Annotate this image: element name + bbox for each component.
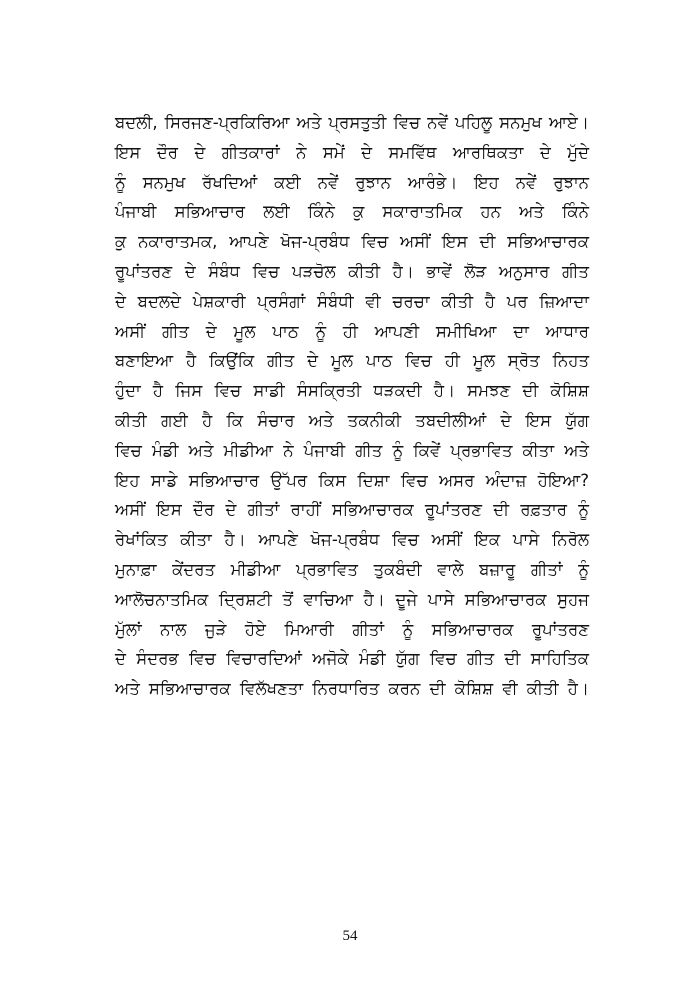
text-line: ਰੇਖਾਂਕਿਤ ਕੀਤਾ ਹੈ। ਆਪਣੇ ਖੋਜ-ਪ੍ਰਬੰਧ ਵਿਚ ਅਸੀਂ ਇਕ ਪਾਸੇ ਨਿਰੋਲ [115, 530, 589, 550]
text-line: ਹੁੰਦਾ ਹੈ ਜਿਸ ਵਿਚ ਸਾਡੀ ਸੰਸਕ੍ਰਿਤੀ ਧੜਕਦੀ ਹੈ। ਸਮਝਣ ਦੀ ਕੋਸ਼ਿਸ਼ [115, 381, 589, 401]
text-line: ਅਤੇ ਸਭਿਆਚਾਰਕ ਵਿਲੱਖਣਤਾ ਨਿਰਧਾਰਿਤ ਕਰਨ ਦੀ ਕੋਸ਼ਿਸ਼ ਵੀ ਕੀਤੀ ਹੈ। [115, 679, 589, 699]
text-line: ਕੀਤੀ ਗਈ ਹੈ ਕਿ ਸੰਚਾਰ ਅਤੇ ਤਕਨੀਕੀ ਤਬਦੀਲੀਆਂ ਦੇ ਇਸ ਯੁੱਗ [115, 410, 589, 430]
text-line: ਇਹ ਸਾਡੇ ਸਭਿਆਚਾਰ ਉੱਪਰ ਕਿਸ ਦਿਸ਼ਾ ਵਿਚ ਅਸਰ ਅੰਦਾਜ਼ ਹੋਇਆ? [115, 470, 589, 490]
body-paragraph [115, 108, 589, 704]
text-line: ਬਦਲੀ, ਸਿਰਜਣ-ਪ੍ਰਕਿਰਿਆ ਅਤੇ ਪ੍ਰਸਤੁਤੀ ਵਿਚ ਨਵੇਂ ਪਹਿਲੂ ਸਨਮੁਖ ਆਏ। [115, 113, 589, 132]
text-line: ਕੁ ਨਕਾਰਾਤਮਕ, ਆਪਣੇ ਖੋਜ-ਪ੍ਰਬੰਧ ਵਿਚ ਅਸੀਂ ਇਸ ਦੀ ਸਭਿਆਚਾਰਕ [115, 232, 589, 252]
text-line: ਇਸ ਦੌਰ ਦੇ ਗੀਤਕਾਰਾਂ ਨੇ ਸਮੇਂ ਦੇ ਸਮਵਿੱਥ ਆਰਥਿਕਤਾ ਦੇ ਮੁੱਦੇ [115, 142, 589, 162]
text-line: ਨੂੰ ਸਨਮੁਖ ਰੱਖਦਿਆਂ ਕਈ ਨਵੇਂ ਰੁਝਾਨ ਆਰੰਭੇ। ਇਹ ਨਵੇਂ ਰੁਝਾਨ [115, 172, 589, 192]
text-line: ਦੇ ਬਦਲਦੇ ਪੇਸ਼ਕਾਰੀ ਪ੍ਰਸੰਗਾਂ ਸੰਬੰਧੀ ਵੀ ਚਰਚਾ ਕੀਤੀ ਹੈ ਪਰ ਜ਼ਿਆਦਾ [115, 291, 589, 311]
text-line: ਮੁੱਲਾਂ ਨਾਲ ਜੁੜੇ ਹੋਏ ਮਿਆਰੀ ਗੀਤਾਂ ਨੂੰ ਸਭਿਆਚਾਰਕ ਰੂਪਾਂਤਰਣ [115, 619, 589, 639]
text-line: ਮੁਨਾਫ਼ਾ ਕੇਂਦਰਤ ਮੀਡੀਆ ਪ੍ਰਭਾਵਿਤ ਤੁਕਬੰਦੀ ਵਾਲੇ ਬਜ਼ਾਰੂ ਗੀਤਾਂ ਨੂੰ [115, 559, 589, 579]
text-line: ਵਿਚ ਮੰਡੀ ਅਤੇ ਮੀਡੀਆ ਨੇ ਪੰਜਾਬੀ ਗੀਤ ਨੂੰ ਕਿਵੇਂ ਪ੍ਰਭਾਵਿਤ ਕੀਤਾ ਅਤੇ [115, 440, 589, 460]
text-line: ਰੂਪਾਂਤਰਣ ਦੇ ਸੰਬੰਧ ਵਿਚ ਪੜਚੋਲ ਕੀਤੀ ਹੈ। ਭਾਵੇਂ ਲੋੜ ਅਨੁਸਾਰ ਗੀਤ [115, 261, 589, 281]
text-line: ਆਲੋਚਨਾਤਮਿਕ ਦ੍ਰਿਸ਼ਟੀ ਤੋਂ ਵਾਚਿਆ ਹੈ। ਦੂਜੇ ਪਾਸੇ ਸਭਿਆਚਾਰਕ ਸੁਹਜ [115, 589, 589, 609]
text-line: ਅਸੀਂ ਇਸ ਦੌਰ ਦੇ ਗੀਤਾਂ ਰਾਹੀਂ ਸਭਿਆਚਾਰਕ ਰੂਪਾਂਤਰਣ ਦੀ ਰਫ਼ਤਾਰ ਨੂੰ [115, 500, 589, 520]
text-line: ਬਣਾਇਆ ਹੈ ਕਿਉਂਕਿ ਗੀਤ ਦੇ ਮੂਲ ਪਾਠ ਵਿਚ ਹੀ ਮੂਲ ਸ੍ਰੋਤ ਨਿਹਤ [115, 351, 589, 371]
text-line: ਅਸੀਂ ਗੀਤ ਦੇ ਮੂਲ ਪਾਠ ਨੂੰ ਹੀ ਆਪਣੀ ਸਮੀਖਿਆ ਦਾ ਆਧਾਰ [115, 321, 589, 341]
page-number: 54 [342, 928, 358, 944]
text-line: ਦੇ ਸੰਦਰਭ ਵਿਚ ਵਿਚਾਰਦਿਆਂ ਅਜੋਕੇ ਮੰਡੀ ਯੁੱਗ ਵਿਚ ਗੀਤ ਦੀ ਸਾਹਿਤਿਕ [115, 649, 589, 669]
text-line: ਪੰਜਾਬੀ ਸਭਿਆਚਾਰ ਲਈ ਕਿੰਨੇ ਕੁ ਸਕਾਰਾਤਮਿਕ ਹਨ ਅਤੇ ਕਿੰਨੇ [115, 202, 589, 222]
